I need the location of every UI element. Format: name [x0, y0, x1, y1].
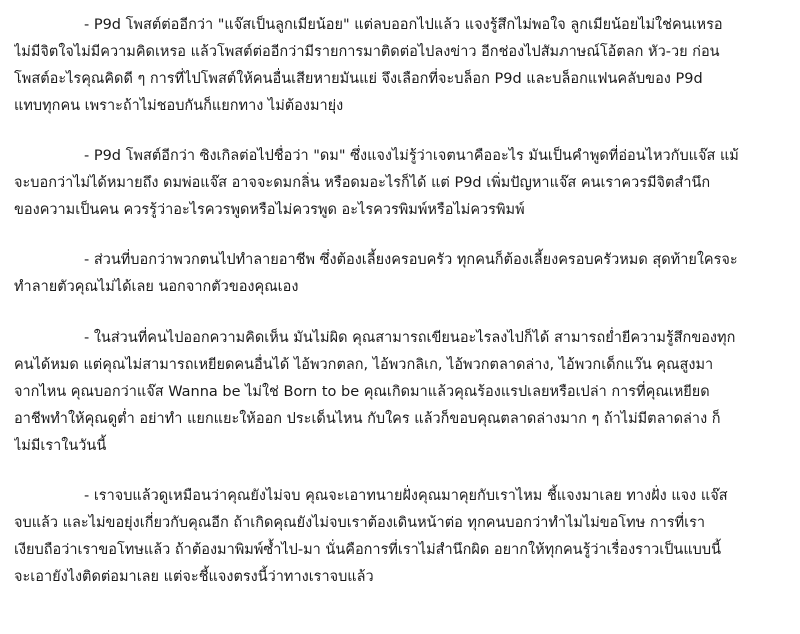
paragraph-3 [14, 247, 786, 301]
paragraph-line: ไม่มีเราในวันนี้ [14, 438, 107, 454]
paragraph-1 [14, 12, 786, 120]
paragraph-line: จะเอายังไงติดต่อมาเลย แต่จะชี้แจงตรงนี้ว่าทางเราจบแล้ว [14, 569, 374, 585]
paragraph-line: คนได้หมด แต่คุณไม่สามารถเหยียดคนอื่นได้ ไอ้พวกตลก, ไอ้พวกลิเก, ไอ้พวกตลาดล่าง, ไอ้พวกเด็กแว๊น คุณสูงมา [14, 357, 714, 373]
paragraph-line: ไม่มีจิตใจไม่มีความคิดเหรอ แล้วโพสต์ต่ออีกว่ามีรายการมาติดต่อไปลงข่าว อีกช่องไปสัมภาษณ์โอ้ตลก หัว-วย ก่อน [14, 44, 720, 60]
paragraph-line: ของความเป็นคน ควรรู้ว่าอะไรควรพูดหรือไม่ควรพูด อะไรควรพิมพ์หรือไม่ควรพิมพ์ [14, 202, 525, 218]
paragraph-5 [14, 483, 786, 591]
paragraph-line: เงียบถือว่าเราขอโทษแล้ว ถ้าต้องมาพิมพ์ซ้ำไป-มา นั่นคือการที่เราไม่สำนึกผิด อยากให้ทุกคนรู้ว่าเรื่องราวเป็นแบบนี้ [14, 542, 721, 558]
paragraph-line: จะบอกว่าไม่ได้หมายถึง ดมพ่อแจ๊ส อาจจะดมกลิ่น หรือดมอะไรก็ได้ แต่ P9d เพิ่มปัญหาแจ๊ส คนเราควรมีจิตสำนึก [14, 175, 711, 191]
paragraph-line: ทำลายตัวคุณไม่ได้เลย นอกจากตัวของคุณเอง [14, 279, 299, 295]
paragraph-line: - เราจบแล้วดูเหมือนว่าคุณยังไม่จบ คุณจะเอาทนายฝั่งคุณมาคุยกับเราไหม ชี้แจงมาเลย ทางฝั่ง แจง แจ๊ส [84, 488, 728, 504]
paragraph-line: โพสต์อะไรคุณคิดดี ๆ การที่ไปโพสต์ให้คนอื่นเสียหายมันแย่ จึงเลือกที่จะบล็อก P9d และบล็อกแฟนคลับของ P9d [14, 71, 703, 87]
paragraph-line: - P9d โพสต์อีกว่า ซิงเกิลต่อไปชื่อว่า "ดม" ซึ่งแจงไม่รู้ว่าเจตนาคืออะไร มันเป็นคำพูดที่อ่อนไหวกับแจ๊ส แม้ [84, 148, 739, 164]
paragraph-line: แทบทุกคน เพราะถ้าไม่ชอบกันก็แยกทาง ไม่ต้องมายุ่ง [14, 98, 344, 114]
paragraph-line: - ในส่วนที่คนไปออกความคิดเห็น มันไม่ผิด คุณสามารถเขียนอะไรลงไปก็ได้ สามารถย่ำยีความรู้สึกของทุก [84, 330, 736, 346]
paragraph-2 [14, 143, 786, 224]
paragraph-line: - ส่วนที่บอกว่าพวกตนไปทำลายอาชีพ ซึ่งต้องเลี้ยงครอบครัว ทุกคนก็ต้องเลี้ยงครอบครัวหมด สุดท้ายใครจะ [84, 252, 738, 268]
paragraph-line: จากไหน คุณบอกว่าแจ๊ส Wanna be ไม่ใช่ Born to be คุณเกิดมาแล้วคุณร้องแรปเลยหรือเปล่า การที่คุณเหยียด [14, 384, 710, 400]
paragraph-line: จบแล้ว และไม่ขอยุ่งเกี่ยวกับคุณอีก ถ้าเกิดคุณยังไม่จบเราต้องเดินหน้าต่อ ทุกคนบอกว่าทำไมไม่ขอโทษ การที่เรา [14, 515, 706, 531]
paragraph-4 [14, 325, 786, 460]
paragraph-line: - P9d โพสต์ต่ออีกว่า "แจ๊สเป็นลูกเมียน้อย" แต่ลบออกไปแล้ว แจงรู้สึกไม่พอใจ ลูกเมียน้อยไม่ใช่คนเหรอ [84, 17, 723, 33]
paragraph-line: อาชีพทำให้คุณดูต่ำ อย่าทำ แยกแยะให้ออก ประเด็นไหน กับใคร แล้วก็ขอบคุณตลาดล่างมาก ๆ ถ้าไม่มีตลาดล่าง ก็ [14, 411, 721, 427]
